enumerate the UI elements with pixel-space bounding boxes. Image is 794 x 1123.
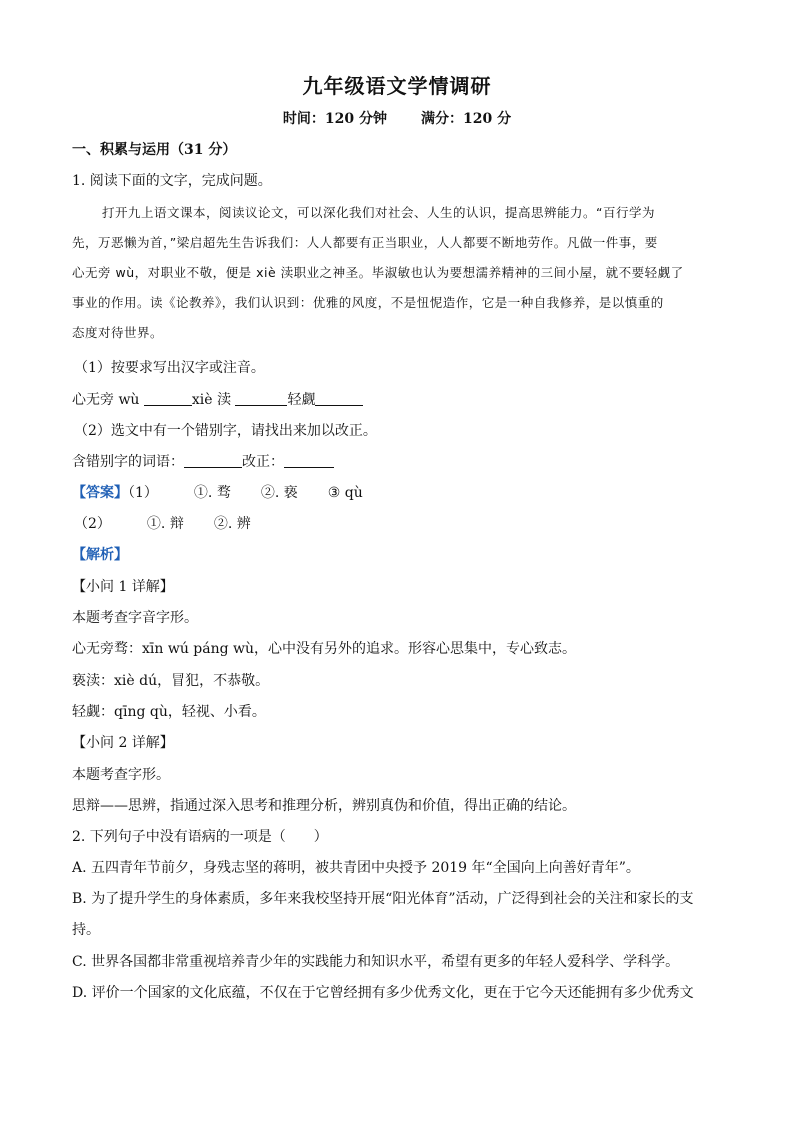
answer-blank[interactable] xyxy=(284,453,334,468)
blank-label-correction: 改正： xyxy=(242,454,284,470)
question-2-stem: 2. 下列句子中没有语病的一项是（ ） xyxy=(72,829,328,845)
analysis-line: 本题考查字形。 xyxy=(72,767,170,783)
passage-line: 心无旁 wù，对职业不敬，便是 xiè 渎职业之神圣。毕淑敏也认为要想濡养精神的三间小屋，就不要轻觑了 xyxy=(72,265,684,280)
answer-blank[interactable] xyxy=(235,391,287,406)
answer-item: ③ qù xyxy=(327,485,363,501)
blank-label-wrong-word: 含错别字的词语： xyxy=(72,454,184,470)
question-1-stem: 1. 阅读下面的文字，完成问题。 xyxy=(72,173,272,189)
analysis-sub2-title: 【小问 2 详解】 xyxy=(72,735,174,751)
analysis-line: 思辩——思辨，指通过深入思考和推理分析，辨别真伪和价值，得出正确的结论。 xyxy=(72,798,576,814)
answer-blank[interactable] xyxy=(184,453,242,468)
option-d[interactable]: D. 评价一个国家的文化底蕴，不仅在于它曾经拥有多少优秀文化，更在于它今天还能拥有多少优秀文 xyxy=(72,985,694,1001)
option-c[interactable]: C. 世界各国都非常重视培养青少年的实践能力和知识水平，希望有更多的年轻人爱科学、学科学。 xyxy=(72,954,680,970)
exam-info xyxy=(0,108,794,128)
answer-part-2: （2） xyxy=(74,516,111,532)
analysis-line: 轻觑：qīng qù，轻视、小看。 xyxy=(72,704,266,720)
answer-part-1: （1） xyxy=(128,485,158,501)
option-b[interactable]: B. 为了提升学生的身体素质，多年来我校坚持开展“阳光体育”活动，广泛得到社会的关注和家长的支 xyxy=(72,891,694,907)
analysis-line: 本题考查字音字形。 xyxy=(72,610,198,626)
option-b-continued: 持。 xyxy=(72,922,100,938)
analysis-line: 亵渎：xiè dú，冒犯，不恭敬。 xyxy=(72,673,270,689)
analysis-line: 心无旁骛：xīn wú páng wù，心中没有另外的追求。形容心思集中，专心致志。 xyxy=(72,641,577,657)
answer-blank[interactable] xyxy=(144,391,192,406)
exam-score: 满分：120 分 xyxy=(421,111,512,127)
blank-label-b: xiè 渎 xyxy=(191,392,232,408)
blank-label-c: 轻觑 xyxy=(287,392,316,408)
section-heading: 一、积累与运用（31 分） xyxy=(72,142,237,158)
sub-question-1-blanks xyxy=(72,390,363,410)
answer-blank[interactable] xyxy=(315,391,363,406)
passage-line: 事业的作用。读《论教养》，我们认识到：优雅的风度，不是忸怩造作，它是一种自我修养，是以慎重的 xyxy=(72,295,664,310)
answer-item: ①. 辩 xyxy=(146,516,184,532)
answer-line-2 xyxy=(74,514,251,534)
sub-question-1: （1）按要求写出汉字或注音。 xyxy=(74,360,265,376)
sub-question-2-blanks xyxy=(72,452,334,472)
exam-time: 时间：120 分钟 xyxy=(282,111,387,127)
answer-item: ②. 亵 xyxy=(260,485,298,501)
answer-item: ①. 骛 xyxy=(193,485,231,501)
answer-line-1 xyxy=(72,483,363,503)
blank-label-a: 心无旁 wù xyxy=(72,392,140,408)
sub-question-2: （2）选文中有一个错别字，请找出来加以改正。 xyxy=(74,423,377,439)
answer-item: ②. 辨 xyxy=(213,516,251,532)
passage-line: 态度对待世界。 xyxy=(72,325,164,340)
analysis-label: 【解析】 xyxy=(72,547,128,563)
analysis-sub1-title: 【小问 1 详解】 xyxy=(72,579,174,595)
option-a[interactable]: A. 五四青年节前夕，身残志坚的蒋明，被共青团中央授予 2019 年“全国向上向善好青年”。 xyxy=(72,860,640,876)
passage-line: 打开九上语文课本，阅读议论文，可以深化我们对社会、人生的认识，提高思辨能力。“百行学为 xyxy=(102,205,655,220)
page-title: 九年级语文学情调研 xyxy=(302,74,492,98)
answer-label: 【答案】 xyxy=(72,485,128,501)
passage-line: 先，万恶懒为首，”梁启超先生告诉我们：人人都要有正当职业，人人都要不断地劳作。凡做一件事，要 xyxy=(72,235,658,250)
